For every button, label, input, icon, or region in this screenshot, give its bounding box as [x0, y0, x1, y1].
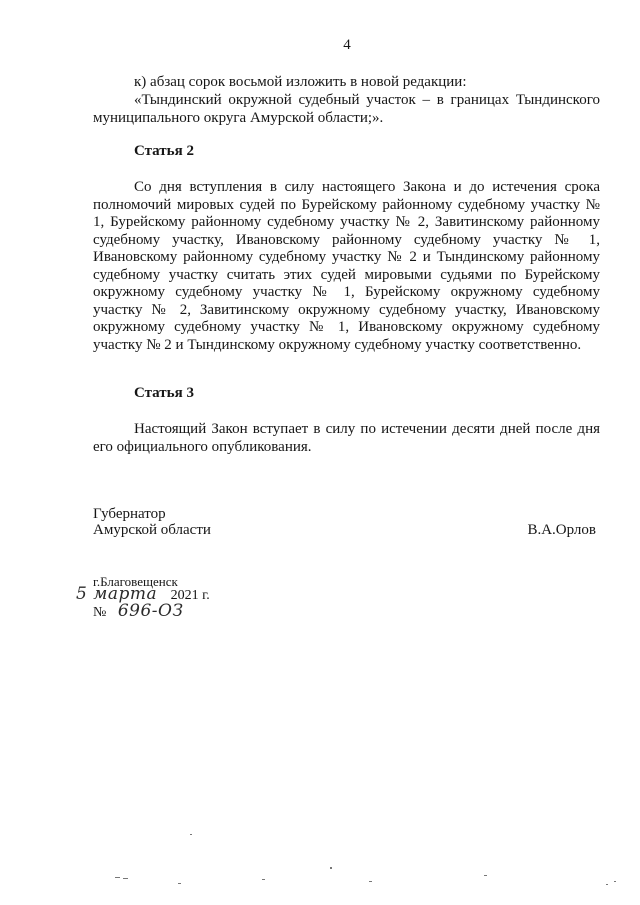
signatory-name: В.А.Орлов	[527, 522, 596, 538]
date-year: 2021 г.	[170, 588, 210, 603]
number-sign: №	[93, 605, 107, 620]
page-number: 4	[343, 37, 351, 53]
scan-speck	[484, 875, 487, 876]
scan-speck	[190, 834, 192, 835]
article-3-heading: Статья 3	[134, 385, 194, 401]
handwritten-date: 5 марта	[76, 584, 158, 604]
item-k-intro: к) абзац сорок восьмой изложить в новой редакции:	[134, 74, 467, 90]
scan-speck	[178, 883, 181, 884]
place-of-signing: г.Благовещенск	[93, 574, 178, 589]
signatory-title	[93, 506, 211, 538]
article-2-heading: Статья 2	[134, 143, 194, 159]
article-2-text: Со дня вступления в силу настоящего Закона и до истечения срока полномочий мировых судей по Бурейскому районному судебному участку № 1, Бурейскому районному судебному участку № 2, Завитинскому районному судебному участку, Ивановскому районному судебному участку № 1, Ивановскому районному судебному участку № 2 и Тындинскому районному судебному участку считать этих судей мировыми судьями по Бурейскому окружному судебному участку № 1, Бурейскому окружному судебному участку № 2, Завитинскому окружному судебному участку, Ивановскому окружному судебному участку № 1, Ивановскому окружному судебному участку № 2 и Тындинскому окружному судебному участку соответственно.	[93, 179, 600, 353]
signatory-title-line-2: Амурской области	[93, 522, 211, 538]
scan-speck	[262, 879, 265, 880]
scan-speck	[123, 878, 128, 879]
scan-specks	[0, 820, 640, 905]
scan-speck	[369, 881, 372, 882]
item-k-quote: «Тындинский окружной судебный участок – в границах Тындинского муниципального округа Амурской области;».	[93, 92, 600, 126]
article-3-text: Настоящий Закон вступает в силу по истечении десяти дней после дня его официального опубликования.	[93, 421, 600, 455]
handwritten-law-number: 696-ОЗ	[117, 601, 184, 621]
law-number	[93, 603, 184, 622]
scan-speck	[330, 867, 332, 869]
signatory-title-line-1: Губернатор	[93, 506, 166, 522]
scan-speck	[614, 881, 616, 882]
scan-speck	[606, 884, 608, 885]
scan-speck	[115, 877, 120, 878]
